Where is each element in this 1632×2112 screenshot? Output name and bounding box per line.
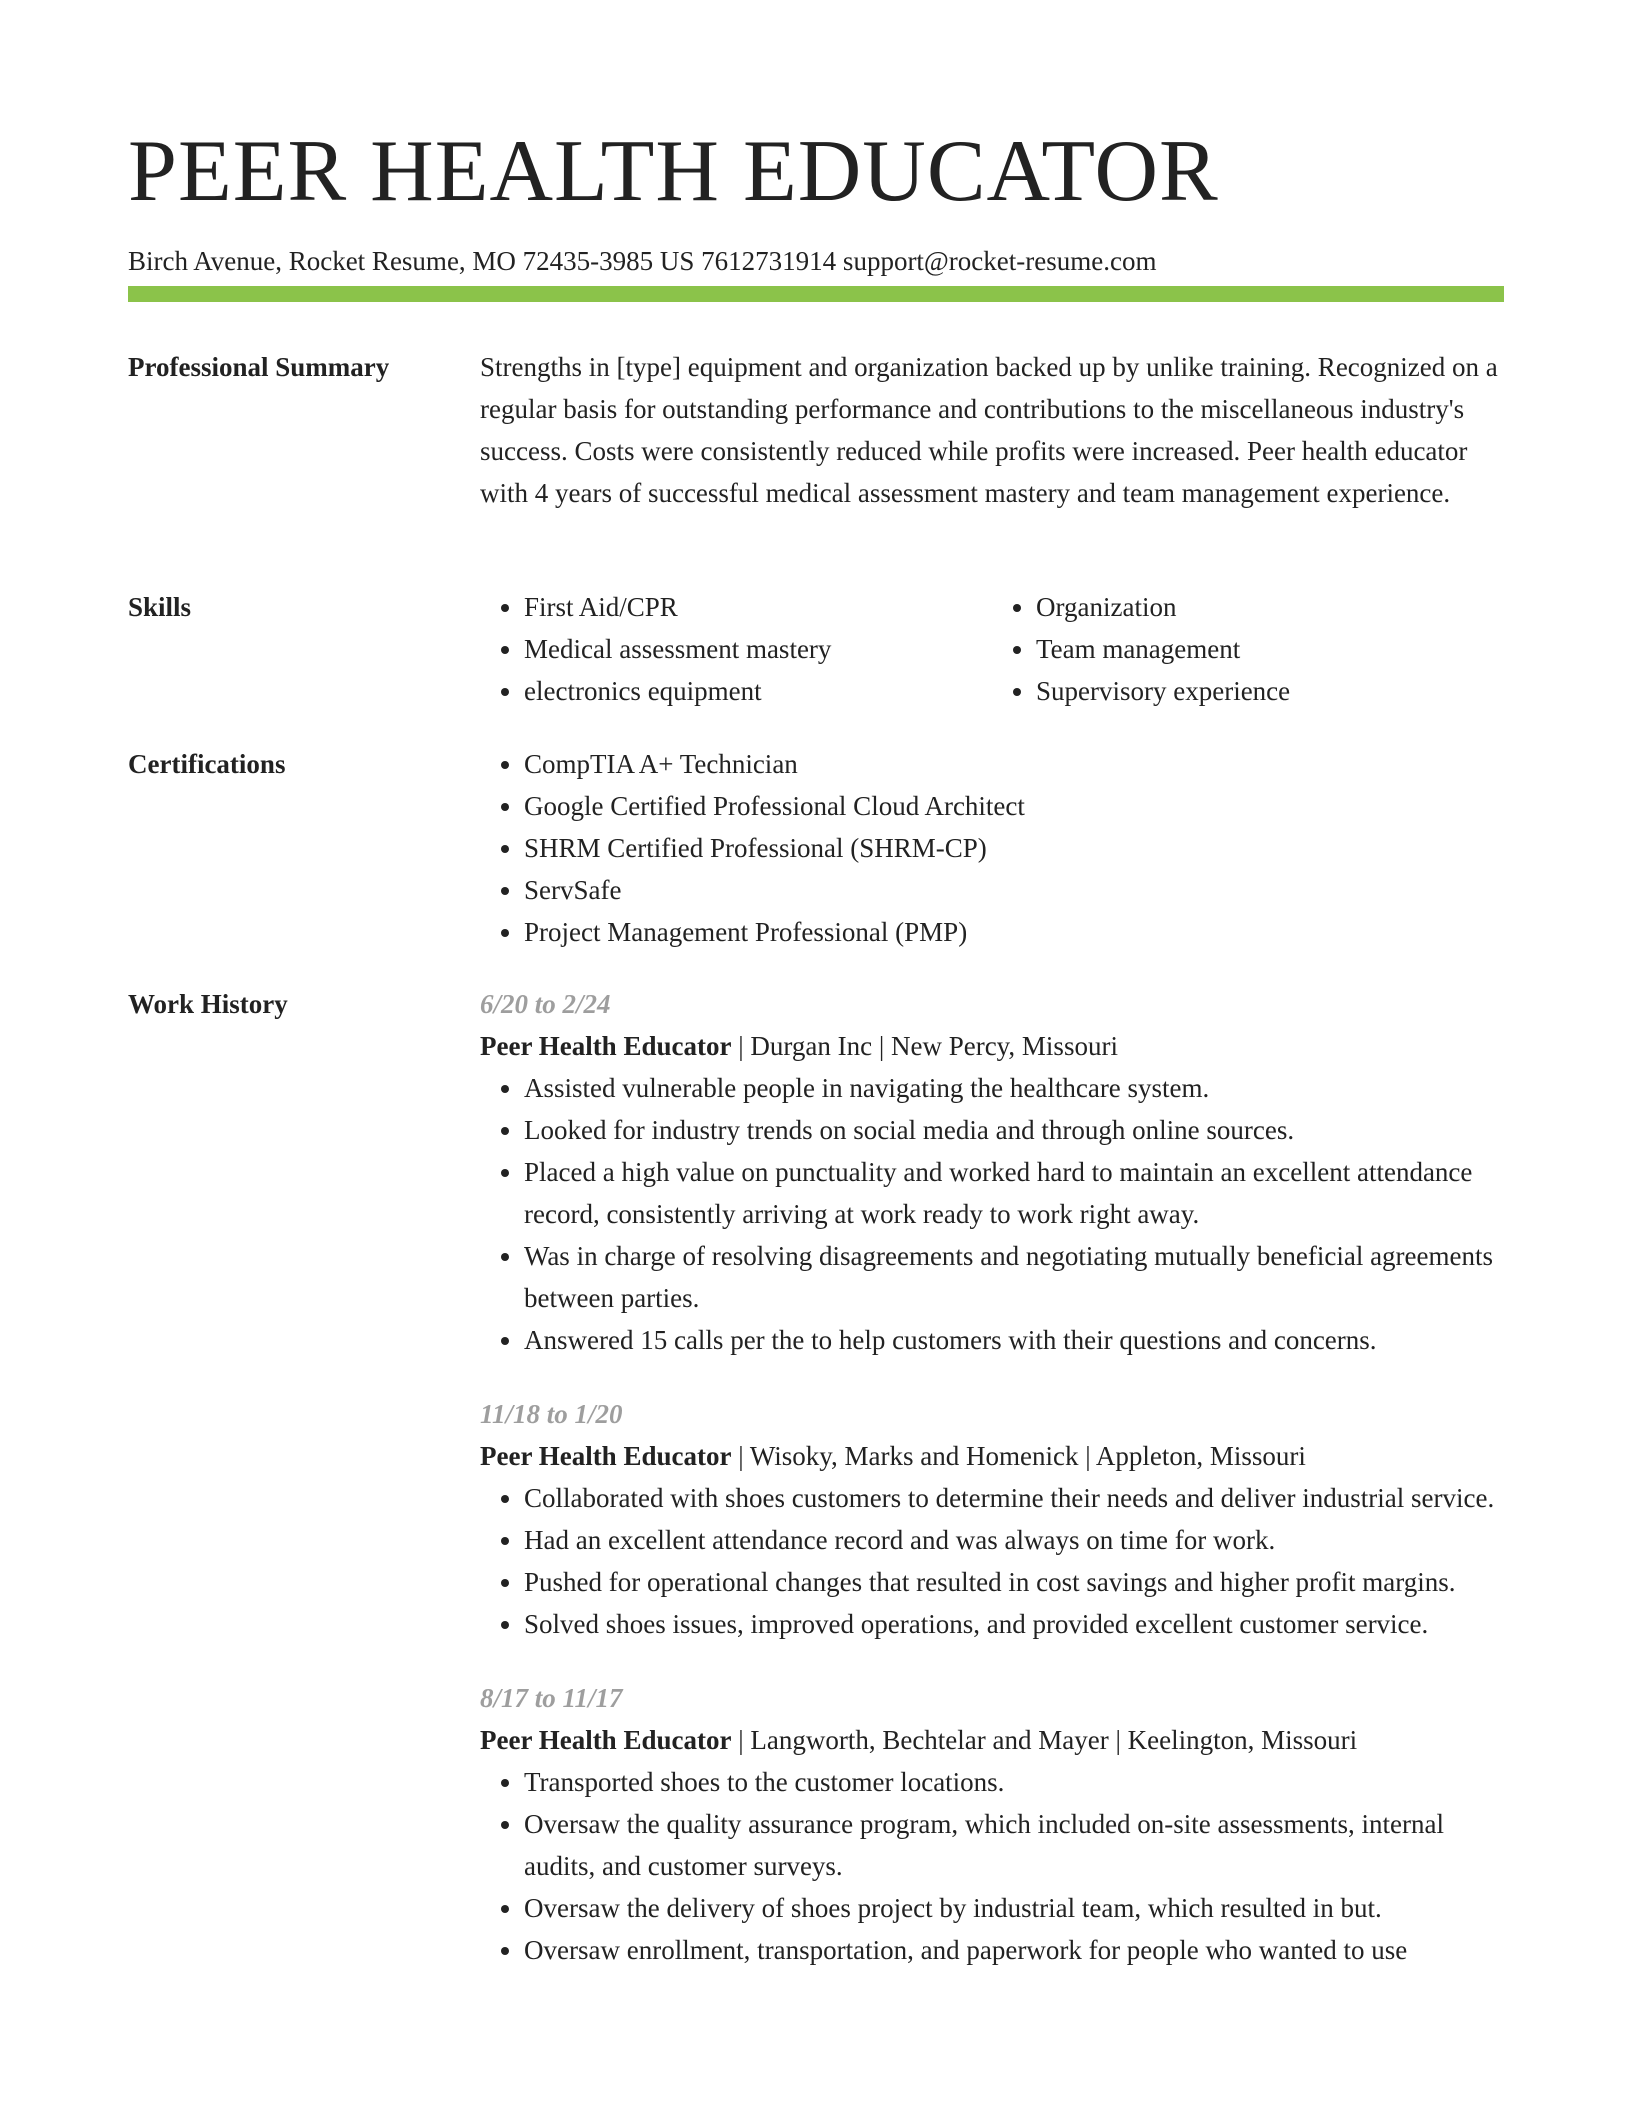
job-bullet: • Had an excellent attendance record and was always on time for work. bbox=[524, 1519, 1504, 1561]
job-bullet: • Oversaw the quality assurance program, which included on-site assessments, internal audits, and customer surveys. bbox=[524, 1803, 1504, 1887]
job-bullet: • Collaborated with shoes customers to determine their needs and deliver industrial service. bbox=[524, 1477, 1504, 1519]
job-title: Peer Health Educator bbox=[480, 1725, 732, 1755]
job-bullet: • Solved shoes issues, improved operations, and provided excellent customer service. bbox=[524, 1603, 1504, 1645]
job-bullet: • Transported shoes to the customer locations. bbox=[524, 1761, 1504, 1803]
job-title: Peer Health Educator bbox=[480, 1031, 732, 1061]
job-bullets bbox=[480, 1761, 1504, 1971]
resume-header bbox=[128, 118, 1504, 278]
job-entry bbox=[480, 983, 1504, 1361]
job-entry bbox=[480, 1393, 1504, 1645]
job-dates: 6/20 to 2/24 bbox=[480, 989, 611, 1019]
work-history-body bbox=[480, 983, 1504, 1971]
section-label-certifications: Certifications bbox=[128, 749, 286, 779]
certifications-list bbox=[480, 743, 1504, 953]
job-heading bbox=[480, 1025, 1504, 1067]
contact-info: Birch Avenue, Rocket Resume, MO 72435-3985 US 7612731914 support@rocket-resume.com bbox=[128, 246, 1157, 276]
skill-item: • electronics equipment bbox=[524, 670, 992, 712]
certification-item: • ServSafe bbox=[524, 869, 1504, 911]
job-details: | Langworth, Bechtelar and Mayer | Keelington, Missouri bbox=[731, 1725, 1358, 1755]
skill-item: • Team management bbox=[1036, 628, 1504, 670]
section-label-summary: Professional Summary bbox=[128, 352, 390, 382]
job-bullet: • Was in charge of resolving disagreements and negotiating mutually beneficial agreements between parties. bbox=[524, 1235, 1504, 1319]
job-heading bbox=[480, 1719, 1504, 1761]
certification-item: • Project Management Professional (PMP) bbox=[524, 911, 1504, 953]
summary-text: Strengths in [type] equipment and organization backed up by unlike training. Recognized on a regular basis for outstanding performance and contributions to the miscellaneous industry's success. Costs were consistently reduced while profits were increased. Peer health educator with 4 years of successful medical assessment mastery and team management experience. bbox=[480, 352, 1498, 508]
job-heading bbox=[480, 1435, 1504, 1477]
skill-item: • Supervisory experience bbox=[1036, 670, 1504, 712]
job-dates: 11/18 to 1/20 bbox=[480, 1399, 623, 1429]
job-details: | Durgan Inc | New Percy, Missouri bbox=[731, 1031, 1118, 1061]
job-bullet: • Oversaw the delivery of shoes project by industrial team, which resulted in but. bbox=[524, 1887, 1504, 1929]
job-bullets bbox=[480, 1477, 1504, 1645]
certification-item: • SHRM Certified Professional (SHRM-CP) bbox=[524, 827, 1504, 869]
accent-divider bbox=[128, 286, 1504, 302]
job-dates: 8/17 to 11/17 bbox=[480, 1683, 623, 1713]
job-bullet: • Placed a high value on punctuality and worked hard to maintain an excellent attendance record, consistently arriving at work ready to work right away. bbox=[524, 1151, 1504, 1235]
job-bullets bbox=[480, 1067, 1504, 1361]
skills-list-left bbox=[480, 586, 992, 712]
certifications-body bbox=[480, 743, 1504, 953]
job-title: Peer Health Educator bbox=[480, 1441, 732, 1471]
skill-item: • Organization bbox=[1036, 586, 1504, 628]
skill-item: • First Aid/CPR bbox=[524, 586, 992, 628]
skills-body bbox=[480, 586, 1504, 712]
job-bullet: • Pushed for operational changes that resulted in cost savings and higher profit margins. bbox=[524, 1561, 1504, 1603]
section-label-skills: Skills bbox=[128, 592, 192, 622]
job-bullet: • Looked for industry trends on social media and through online sources. bbox=[524, 1109, 1504, 1151]
resume-name: PEER HEALTH EDUCATOR bbox=[128, 123, 1219, 220]
job-entry bbox=[480, 1677, 1504, 1971]
job-details: | Wisoky, Marks and Homenick | Appleton, Missouri bbox=[731, 1441, 1306, 1471]
certification-item: • CompTIA A+ Technician bbox=[524, 743, 1504, 785]
section-label-work-history: Work History bbox=[128, 989, 288, 1019]
job-bullet: • Assisted vulnerable people in navigating the healthcare system. bbox=[524, 1067, 1504, 1109]
summary-body bbox=[480, 346, 1504, 514]
skills-list-right bbox=[992, 586, 1504, 712]
skill-item: • Medical assessment mastery bbox=[524, 628, 992, 670]
job-bullet: • Answered 15 calls per the to help customers with their questions and concerns. bbox=[524, 1319, 1504, 1361]
job-bullet: • Oversaw enrollment, transportation, and paperwork for people who wanted to use bbox=[524, 1929, 1504, 1971]
certification-item: • Google Certified Professional Cloud Architect bbox=[524, 785, 1504, 827]
